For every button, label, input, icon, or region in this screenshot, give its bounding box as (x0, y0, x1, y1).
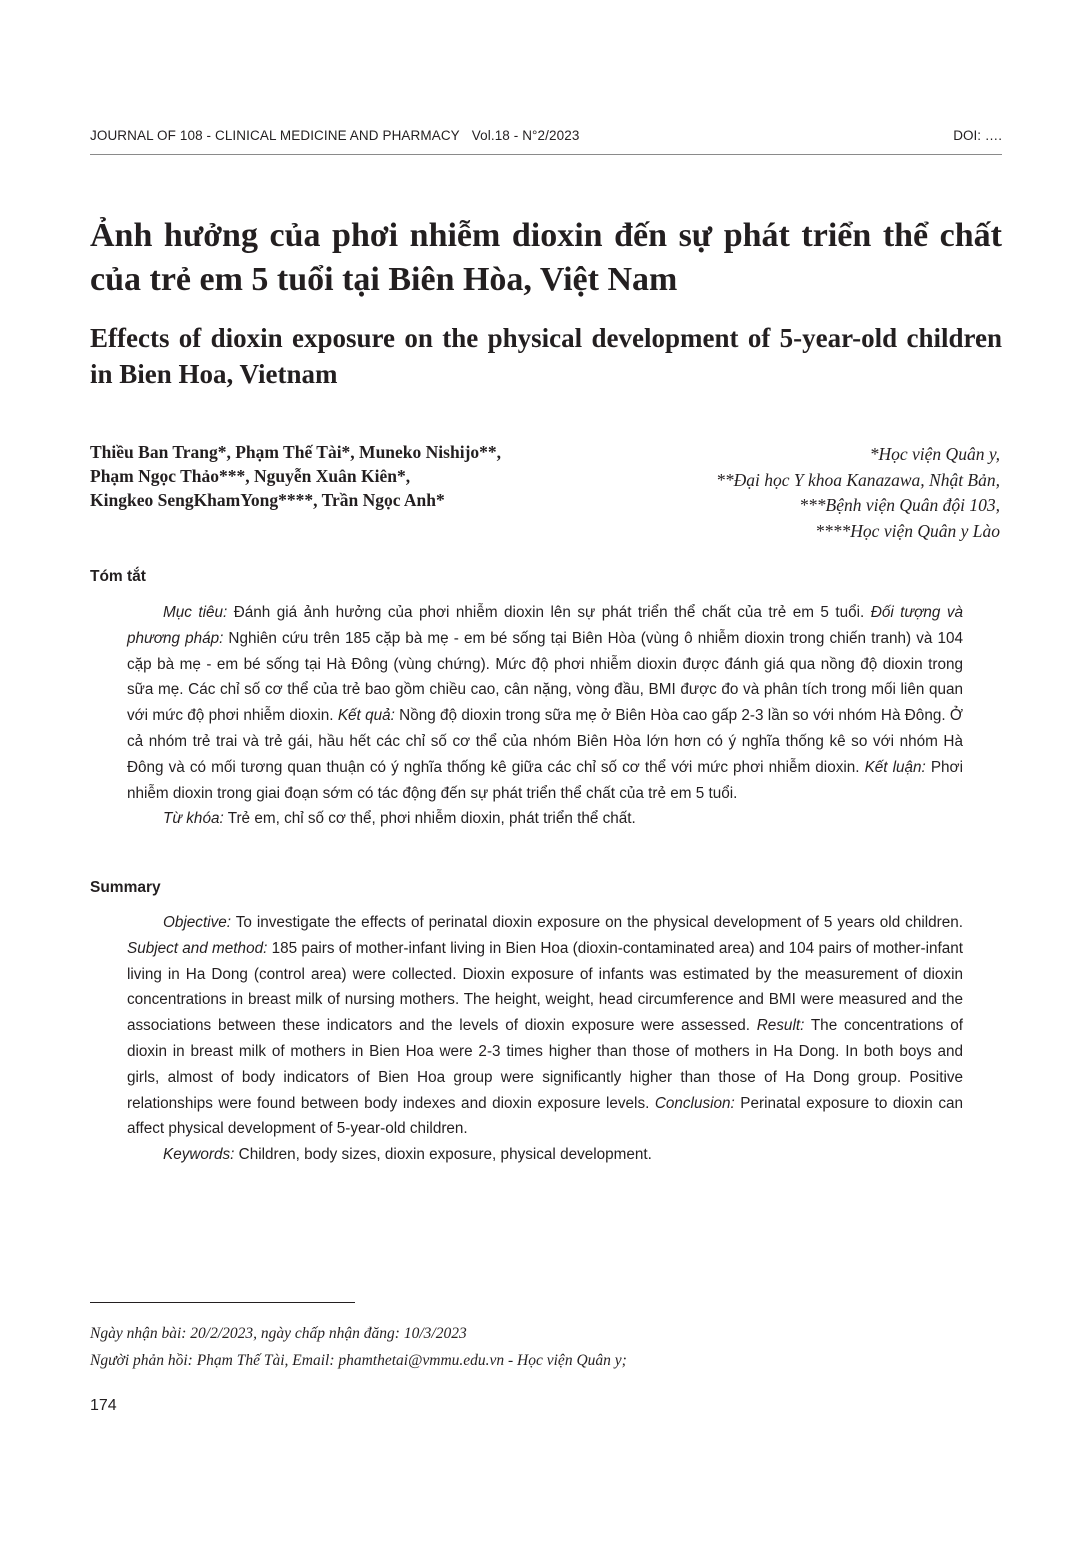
affiliation-list (580, 442, 1000, 544)
running-header (90, 128, 1002, 158)
author-list (90, 440, 630, 512)
abstract-vn-heading: Tóm tắt (90, 568, 146, 585)
author-line: Phạm Ngọc Thảo***, Nguyễn Xuân Kiên*, (90, 466, 411, 486)
conclusion-text: Perinatal exposure to dioxin can affect physical development of 5-year-old children. (127, 1094, 963, 1138)
keywords-label: Keywords: (163, 1146, 235, 1164)
author-line: Kingkeo SengKhamYong****, Trần Ngọc Anh* (90, 490, 445, 510)
conclusion-label: Conclusion: (654, 1094, 735, 1112)
result-text: Nồng độ dioxin trong sữa mẹ ở Biên Hòa cao gấp 2-3 lần so với nhóm Hà Đông. Ở cả nhóm trẻ trai và trẻ gái, hầu hết các chỉ số cơ thể của nhóm Biên Hòa lớn hơn có ý nghĩa thống kê so với nhóm Hà Đông và có mối tương quan thuận có ý nghĩa thống kê giữa các chỉ số cơ thể với mức phơi nhiễm dioxin. (127, 707, 963, 776)
doi-label: DOI: …. (953, 128, 1002, 143)
objective-text: Đánh giá ảnh hưởng của phơi nhiễm dioxin lên sự phát triển thể chất của trẻ em 5 tuổi. (227, 604, 871, 621)
abstract-english (127, 910, 963, 1168)
keywords-text: Children, body sizes, dioxin exposure, physical development. (234, 1146, 652, 1164)
method-text: Nghiên cứu trên 185 cặp bà mẹ - em bé sống tại Biên Hòa (vùng ô nhiễm dioxin trong chiến tranh) và 104 cặp bà mẹ - em bé sống tại Hà Đông (vùng chứng). Mức độ phơi nhiễm dioxin được đánh giá qua nồng độ dioxin trong sữa mẹ. Các chỉ số cơ thể của trẻ bao gồm chiều cao, cân nặng, vòng đầu, BMI được đo và phân tích trong mối liên quan với mức độ phơi nhiễm dioxin. (127, 629, 963, 725)
title-english: Effects of dioxin exposure on the physical development of 5-year-old children in Bien Hoa, Vietnam (90, 323, 1002, 389)
footnote-divider (90, 1302, 355, 1303)
affiliation-line: *Học viện Quân y, (869, 444, 1000, 464)
method-label: Subject and method: (127, 939, 268, 957)
page-number: 174 (90, 1397, 117, 1414)
conclusion-label: Kết luận: (864, 758, 926, 776)
result-label: Kết quả: (337, 707, 395, 725)
keywords-vn (127, 806, 963, 832)
keywords-en (127, 1142, 963, 1168)
header-divider (90, 154, 1002, 155)
journal-volume: Vol.18 - N°2/2023 (471, 128, 580, 143)
abstract-vn-body (127, 600, 963, 806)
method-text: 185 pairs of mother-infant living in Bien Hoa (dioxin-contaminated area) and 104 pairs of mother-infant living in Ha Dong (control area) were collected. Dioxin exposure of infants was estimated by the measurement of dioxin concentrations in breast milk of nursing mothers. The height, weight, head circumference and BMI were measured and the associations between these indicators and the levels of dioxin exposure were assessed. (127, 939, 963, 1035)
affiliation-line: **Đại học Y khoa Kanazawa, Nhật Bản, (716, 469, 1000, 490)
result-label: Result: (756, 1017, 805, 1035)
author-line: Thiều Ban Trang*, Phạm Thế Tài*, Muneko Nishijo**, (90, 442, 502, 462)
footnotes (90, 1320, 1002, 1374)
journal-header (90, 128, 579, 143)
reviewer-note: Người phản hồi: Phạm Thế Tài, Email: phamthetai@vmmu.edu.vn - Học viện Quân y; (90, 1352, 627, 1369)
keywords-text: Trẻ em, chỉ số cơ thể, phơi nhiễm dioxin, phát triển thể chất. (223, 810, 636, 828)
abstract-vietnamese (127, 600, 963, 832)
objective-text: To investigate the effects of perinatal dioxin exposure on the physical development of 5 years old children. (231, 914, 963, 931)
affiliation-line: ****Học viện Quân y Lào (815, 520, 1000, 541)
affiliation-line: ***Bệnh viện Quân đội 103, (799, 495, 1000, 515)
method-label: Đối tượng và phương pháp: (127, 604, 964, 647)
conclusion-text: Phơi nhiễm dioxin trong giai đoạn sớm có tác động đến sự phát triển thể chất của trẻ em 5 tuổi. (127, 758, 963, 802)
keywords-label: Từ khóa: (163, 810, 224, 828)
journal-name: JOURNAL OF 108 - CLINICAL MEDICINE AND PHARMACY (90, 128, 460, 143)
received-date-note: Ngày nhận bài: 20/2/2023, ngày chấp nhận đăng: 10/3/2023 (90, 1325, 467, 1342)
title-vietnamese: Ảnh hưởng của phơi nhiễm dioxin đến sự phát triển thể chất của trẻ em 5 tuổi tại Biên Hòa, Việt Nam (90, 217, 1002, 298)
result-text: The concentrations of dioxin in breast milk of mothers in Bien Hoa were 2-3 times higher than those of mothers in Ha Dong. In both boys and girls, almost of body indicators of Bien Hoa group were significantly higher than those of Ha Dong group. Positive relationships were found between body indexes and dioxin exposure levels. (127, 1017, 963, 1112)
abstract-en-body (127, 910, 963, 1142)
objective-label: Objective: (163, 914, 232, 931)
objective-label: Mục tiêu: (163, 604, 228, 621)
abstract-en-heading: Summary (90, 879, 161, 896)
